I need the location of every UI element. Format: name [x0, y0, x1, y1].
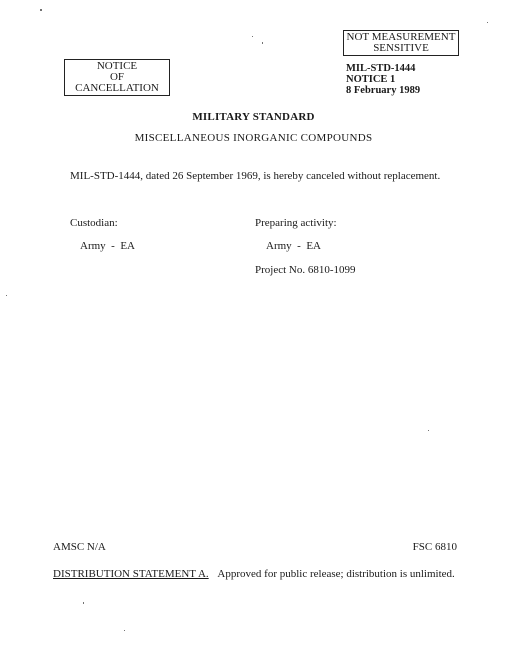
distribution-statement — [53, 568, 455, 580]
preparing-activity-value: Army - EA — [266, 240, 321, 252]
amsc-code: AMSC N/A — [53, 541, 106, 553]
scan-speck — [83, 602, 84, 604]
notice-number: NOTICE 1 — [346, 74, 396, 85]
measurement-box-line2: SENSITIVE — [373, 42, 429, 54]
scan-speck — [262, 42, 263, 44]
distribution-statement-text: Approved for public release; distribution is unlimited. — [217, 568, 455, 580]
document-number: MIL-STD-1444 — [346, 63, 416, 74]
not-measurement-sensitive-box — [343, 30, 459, 56]
document-subtitle: MISCELLANEOUS INORGANIC COMPOUNDS — [134, 132, 373, 144]
preparing-activity-label: Preparing activity: — [255, 217, 337, 229]
scan-speck — [428, 430, 429, 431]
notice-of-cancellation-box — [64, 59, 170, 96]
scan-speck — [6, 295, 7, 296]
distribution-statement-label: DISTRIBUTION STATEMENT A. — [53, 568, 209, 580]
notice-date: 8 February 1989 — [346, 85, 421, 96]
fsc-code: FSC 6810 — [412, 541, 457, 553]
scan-speck — [40, 9, 42, 11]
document-reference — [346, 63, 420, 96]
document-title: MILITARY STANDARD — [192, 111, 315, 123]
scan-speck — [487, 22, 488, 23]
custodian-label: Custodian: — [70, 217, 118, 229]
custodian-value: Army - EA — [80, 240, 135, 252]
cancellation-statement: MIL-STD-1444, dated 26 September 1969, is hereby canceled without replacement. — [70, 170, 441, 182]
project-number: Project No. 6810-1099 — [255, 264, 356, 276]
notice-box-line2: OF CANCELLATION — [75, 71, 159, 94]
scan-speck — [252, 36, 253, 37]
measurement-box-line1: NOT MEASUREMENT — [346, 31, 456, 43]
scan-speck — [124, 630, 125, 631]
notice-box-line1: NOTICE — [96, 60, 138, 72]
